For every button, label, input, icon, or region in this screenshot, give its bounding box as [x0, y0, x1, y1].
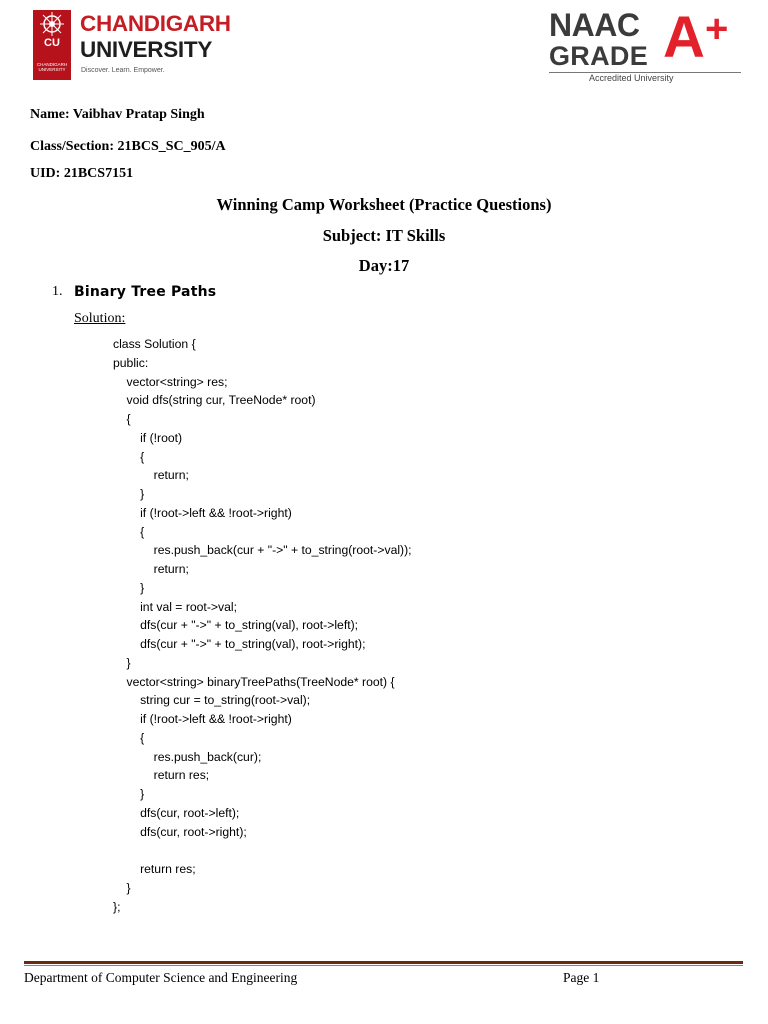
naac-grade-logo	[549, 5, 744, 88]
naac-grade-letter: A	[663, 5, 705, 70]
question-number: 1.	[52, 284, 63, 299]
cu-logo-line2: UNIVERSITY	[80, 37, 213, 62]
code-line: vector<string> res;	[113, 374, 228, 389]
solution-code-block	[113, 335, 412, 916]
code-line: dfs(cur + "->" + to_string(val), root->left);	[113, 618, 359, 633]
code-line: }	[113, 487, 145, 501]
code-line: dfs(cur, root->right);	[113, 824, 247, 839]
code-line: if (!root)	[113, 430, 183, 445]
solution-label: Solution:	[74, 311, 126, 326]
code-line: };	[113, 899, 121, 914]
code-line: return;	[113, 468, 189, 483]
subject-title: Subject: IT Skills	[322, 226, 446, 245]
code-line: dfs(cur + "->" + to_string(val), root->right);	[113, 637, 366, 651]
code-line: res.push_back(cur + "->" + to_string(root->val));	[113, 543, 412, 558]
code-line: void dfs(string cur, TreeNode* root)	[113, 393, 316, 408]
code-line: if (!root->left && !root->right)	[113, 712, 292, 726]
student-name: Name: Vaibhav Pratap Singh	[30, 107, 205, 122]
code-line: }	[113, 880, 131, 895]
code-line: class Solution {	[113, 337, 196, 351]
footer-divider	[24, 961, 743, 964]
footer-department: Department of Computer Science and Engineering	[24, 970, 298, 985]
cu-logo-tagline: Discover. Learn. Empower.	[81, 67, 165, 74]
question-title: Binary Tree Paths	[74, 284, 217, 300]
code-line: }	[113, 580, 145, 595]
worksheet-title: Winning Camp Worksheet (Practice Questions)	[216, 195, 552, 214]
cu-emblem-subtext: CHANDIGARH UNIVERSITY	[36, 62, 68, 72]
code-line: return res;	[113, 768, 210, 783]
cu-emblem-icon	[33, 10, 71, 80]
footer-page-number: Page 1	[563, 970, 600, 985]
student-uid: UID: 21BCS7151	[30, 166, 134, 181]
code-line: res.push_back(cur);	[113, 749, 262, 764]
naac-logo-line1: NAAC	[549, 7, 640, 43]
code-line: {	[113, 524, 145, 539]
cu-emblem-text: CU	[44, 37, 60, 49]
chandigarh-university-logo	[33, 10, 231, 82]
code-line: {	[113, 412, 131, 426]
code-line: }	[113, 787, 145, 801]
naac-logo-line2: GRADE	[549, 41, 649, 71]
code-line: string cur = to_string(root->val);	[113, 693, 311, 708]
code-line: return;	[113, 562, 189, 576]
student-class-section: Class/Section: 21BCS_SC_905/A	[30, 139, 226, 154]
code-line: public:	[113, 355, 149, 370]
code-line: {	[113, 730, 145, 745]
code-line: int val = root->val;	[113, 599, 237, 614]
code-line: {	[113, 449, 145, 464]
cu-logo-line1: CHANDIGARH	[80, 11, 231, 36]
footer-divider-accent	[24, 965, 743, 966]
code-line: }	[113, 655, 131, 670]
code-line: if (!root->left && !root->right)	[113, 505, 292, 520]
code-line: vector<string> binaryTreePaths(TreeNode* root) {	[113, 674, 395, 689]
code-line: return res;	[113, 862, 196, 876]
emblem-ornament-icon	[33, 10, 71, 38]
code-line	[113, 841, 412, 860]
day-title: Day:17	[358, 256, 410, 275]
code-line: dfs(cur, root->left);	[113, 805, 240, 820]
naac-grade-plus: +	[705, 7, 729, 51]
naac-caption: Accredited University	[589, 73, 674, 83]
